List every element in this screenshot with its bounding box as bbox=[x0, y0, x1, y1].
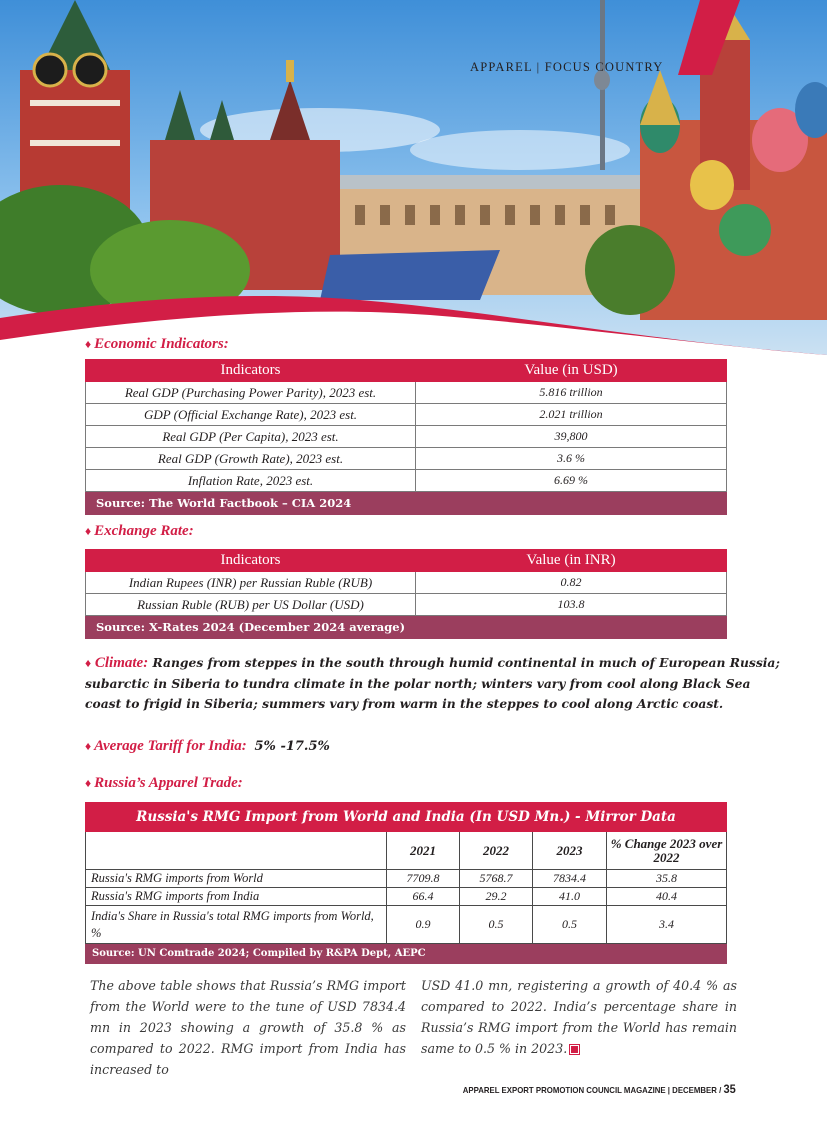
exchange-rate-table bbox=[85, 549, 727, 639]
body-column-right-text: USD 41.0 mn, registering a growth of 40.4 % as compared to 2022. India’s percentage share in Russia’s RMG import from the World has remain same to 0.5 % in 2023. bbox=[421, 978, 737, 1056]
end-mark-icon bbox=[571, 1046, 578, 1053]
row-label: India's Share in Russia's total RMG imports from World, % bbox=[86, 906, 387, 944]
cell-change: 35.8 bbox=[607, 870, 727, 888]
cell-2022: 5768.7 bbox=[460, 870, 533, 888]
table-header-row bbox=[86, 832, 727, 870]
climate-label: ♦ Climate: bbox=[85, 655, 149, 671]
indicator-label: Indian Rupees (INR) per Russian Ruble (RUB) bbox=[86, 572, 416, 594]
indicator-value: 3.6 % bbox=[416, 448, 727, 470]
column-header-indicators: Indicators bbox=[86, 360, 416, 382]
row-label: Russia's RMG imports from India bbox=[86, 888, 387, 906]
table-row bbox=[86, 572, 727, 594]
table-row bbox=[86, 382, 727, 404]
column-header-indicators: Indicators bbox=[86, 550, 416, 572]
indicator-label: Russian Ruble (RUB) per US Dollar (USD) bbox=[86, 594, 416, 616]
indicator-value: 2.021 trillion bbox=[416, 404, 727, 426]
indicator-label: Real GDP (Per Capita), 2023 est. bbox=[86, 426, 416, 448]
exchange-rate-heading: ♦ Exchange Rate: bbox=[85, 523, 194, 539]
indicator-label: Inflation Rate, 2023 est. bbox=[86, 470, 416, 492]
table-source-row bbox=[86, 944, 727, 964]
table-source: Source: UN Comtrade 2024; Compiled by R&PA Dept, AEPC bbox=[86, 944, 727, 964]
table-source: Source: The World Factbook – CIA 2024 bbox=[86, 492, 727, 515]
empty-header-cell bbox=[86, 832, 387, 870]
cell-2023: 0.5 bbox=[533, 906, 607, 944]
economic-indicators-heading: ♦ Economic Indicators: bbox=[85, 336, 229, 352]
section-label: APPAREL | FOCUS COUNTRY bbox=[470, 60, 664, 74]
table-row bbox=[86, 870, 727, 888]
cell-2023: 41.0 bbox=[533, 888, 607, 906]
table-source: Source: X-Rates 2024 (December 2024 average) bbox=[86, 616, 727, 639]
column-header-2023: 2023 bbox=[533, 832, 607, 870]
table-row bbox=[86, 448, 727, 470]
diamond-icon: ♦ bbox=[85, 739, 92, 753]
climate-text: Ranges from steppes in the south through humid continental in much of European Russia; subarctic in Siberia to tundra climate in the polar north; winters vary from cool along Black Sea coast to frigid in Siberia; summers vary from warm in the steppes to cool along Arctic coast. bbox=[85, 655, 780, 711]
cell-2021: 66.4 bbox=[387, 888, 460, 906]
diamond-icon: ♦ bbox=[85, 337, 92, 351]
table-row bbox=[86, 470, 727, 492]
climate-paragraph bbox=[85, 653, 790, 715]
table-source-row bbox=[86, 492, 727, 515]
column-header-value: Value (in USD) bbox=[416, 360, 727, 382]
body-column-left: The above table shows that Russia’s RMG import from the World were to the tune of USD 7834.4 mn in 2023 showing a growth of 35.8 % as compared to 2022. RMG import from India has increased to bbox=[90, 978, 406, 1077]
tariff-heading: ♦ Average Tariff for India: 5% -17.5% bbox=[85, 738, 330, 754]
moscow-skyline-photo bbox=[0, 0, 827, 365]
cell-2021: 0.9 bbox=[387, 906, 460, 944]
cell-2022: 29.2 bbox=[460, 888, 533, 906]
tariff-value: 5% -17.5% bbox=[254, 739, 330, 754]
table-row bbox=[86, 888, 727, 906]
table-source-row bbox=[86, 616, 727, 639]
apparel-trade-heading: ♦ Russia’s Apparel Trade: bbox=[85, 775, 243, 791]
table-header-row bbox=[86, 550, 727, 572]
column-header-value: Value (in INR) bbox=[416, 550, 727, 572]
page-footer bbox=[463, 1082, 736, 1096]
indicator-value: 0.82 bbox=[416, 572, 727, 594]
indicator-label: Real GDP (Purchasing Power Parity), 2023 est. bbox=[86, 382, 416, 404]
row-label: Russia's RMG imports from World bbox=[86, 870, 387, 888]
header-banner bbox=[0, 0, 827, 365]
cell-2021: 7709.8 bbox=[387, 870, 460, 888]
footer-text: APPAREL EXPORT PROMOTION COUNCIL MAGAZINE | DECEMBER / bbox=[462, 1085, 722, 1095]
page-number: 35 bbox=[723, 1082, 736, 1096]
column-header-2022: 2022 bbox=[460, 832, 533, 870]
economic-indicators-table bbox=[85, 359, 727, 515]
table-title: Russia's RMG Import from World and India (In USD Mn.) - Mirror Data bbox=[86, 803, 727, 832]
indicator-label: Real GDP (Growth Rate), 2023 est. bbox=[86, 448, 416, 470]
rmg-import-table bbox=[85, 802, 727, 964]
body-column-right bbox=[421, 975, 737, 1059]
diamond-icon: ♦ bbox=[85, 524, 92, 538]
indicator-value: 39,800 bbox=[416, 426, 727, 448]
column-header-change: % Change 2023 over 2022 bbox=[607, 832, 727, 870]
table-row bbox=[86, 906, 727, 944]
table-row bbox=[86, 426, 727, 448]
table-row bbox=[86, 404, 727, 426]
diamond-icon: ♦ bbox=[85, 776, 92, 790]
cell-2023: 7834.4 bbox=[533, 870, 607, 888]
indicator-value: 5.816 trillion bbox=[416, 382, 727, 404]
indicator-label: GDP (Official Exchange Rate), 2023 est. bbox=[86, 404, 416, 426]
table-title-row bbox=[86, 803, 727, 832]
column-header-2021: 2021 bbox=[387, 832, 460, 870]
cell-change: 3.4 bbox=[607, 906, 727, 944]
cell-change: 40.4 bbox=[607, 888, 727, 906]
indicator-value: 6.69 % bbox=[416, 470, 727, 492]
table-header-row bbox=[86, 360, 727, 382]
table-row bbox=[86, 594, 727, 616]
indicator-value: 103.8 bbox=[416, 594, 727, 616]
cell-2022: 0.5 bbox=[460, 906, 533, 944]
